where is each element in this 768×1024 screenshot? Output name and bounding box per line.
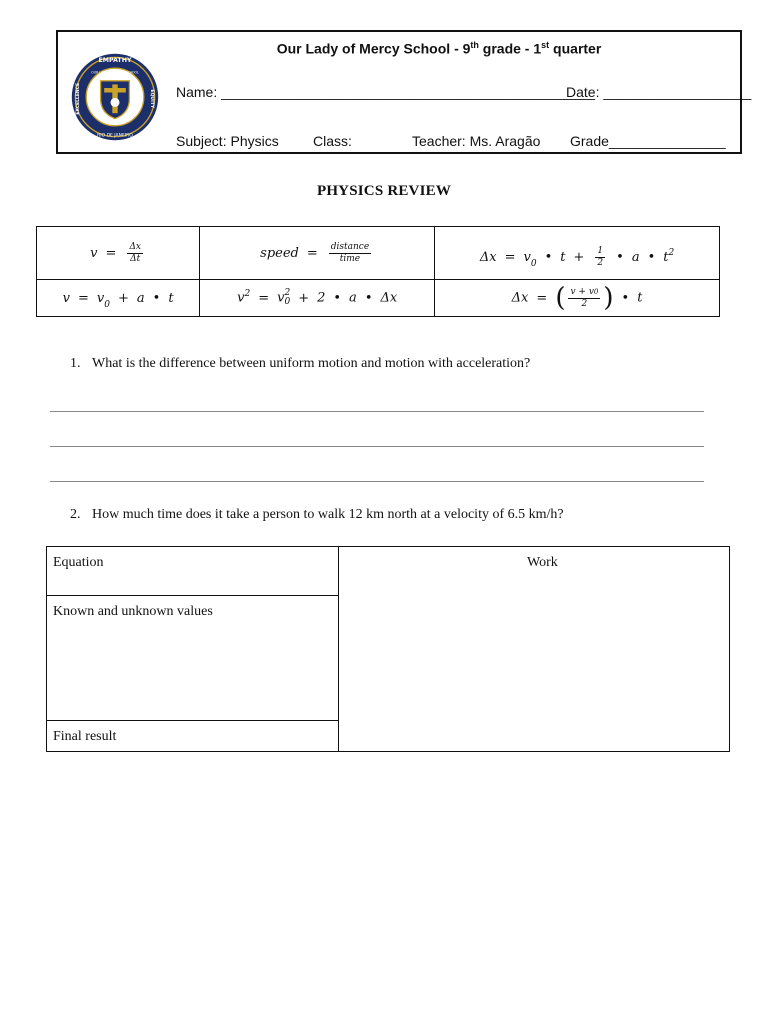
- answer-line[interactable]: [50, 446, 704, 447]
- equation-cell[interactable]: Equation: [53, 555, 104, 570]
- question-1: 1. What is the difference between uniform motion and motion with acceleration?: [70, 356, 531, 371]
- final-result-cell[interactable]: Final result: [53, 729, 117, 744]
- answer-line[interactable]: [50, 481, 704, 482]
- svg-text:EQUITY: EQUITY: [149, 89, 154, 109]
- formula-displacement-average: Δx = ( $\frac{v + v0}{2}$ ) • t: [435, 280, 720, 317]
- formula-table: [36, 226, 720, 317]
- known-values-cell[interactable]: Known and unknown values: [53, 604, 213, 619]
- page-title: PHYSICS REVIEW: [316, 183, 452, 199]
- subject-label: Subject: Physics: [176, 133, 279, 149]
- work-divider: [338, 547, 339, 751]
- school-title: Our Lady of Mercy School - 9th grade - 1st quarter: [276, 40, 602, 57]
- formula-displacement-acceleration: $\Delta x = v_0$ • t + $\frac{1}{2}$ • a • $t^2$: [435, 227, 720, 280]
- question-2: 2. How much time does it take a person to walk 12 km north at a velocity of 6.5 km/h?: [70, 507, 564, 522]
- class-label: Class:: [313, 133, 352, 149]
- header-box: [56, 30, 752, 154]
- svg-text:RIO DE JANEIRO: RIO DE JANEIRO: [97, 133, 133, 139]
- school-crest-logo: [70, 52, 160, 142]
- answer-line[interactable]: [50, 411, 704, 412]
- row-divider: [47, 720, 338, 721]
- teacher-label: Teacher: Ms. Aragão: [412, 133, 541, 149]
- formula-speed: speed = $\frac{\text{distance}}{\text{time}}$: [200, 227, 435, 280]
- name-field[interactable]: Name: ________________________________________________: [176, 84, 595, 100]
- date-field-row: [566, 84, 751, 100]
- formula-velocity: v = $\frac{\Delta x}{\Delta t}$: [37, 227, 200, 280]
- row-divider: [47, 595, 338, 596]
- date-field[interactable]: Date: ___________________: [566, 84, 752, 100]
- work-cell[interactable]: Work: [527, 555, 558, 570]
- svg-text:OUR LADY OF MERCY SCHOOL: OUR LADY OF MERCY SCHOOL: [91, 70, 139, 75]
- formula-final-velocity: $v = v_0 + a$ • t: [37, 280, 200, 317]
- work-table: [46, 546, 730, 752]
- formula-torricelli: $v^2 = v$ 2 0 + 2 • a • Δx: [200, 280, 435, 317]
- name-field-row: [176, 84, 595, 100]
- grade-field[interactable]: Grade_______________: [570, 133, 726, 149]
- svg-text:EMPATHY: EMPATHY: [98, 56, 132, 64]
- svg-text:EXCELLENCE: EXCELLENCE: [76, 82, 81, 115]
